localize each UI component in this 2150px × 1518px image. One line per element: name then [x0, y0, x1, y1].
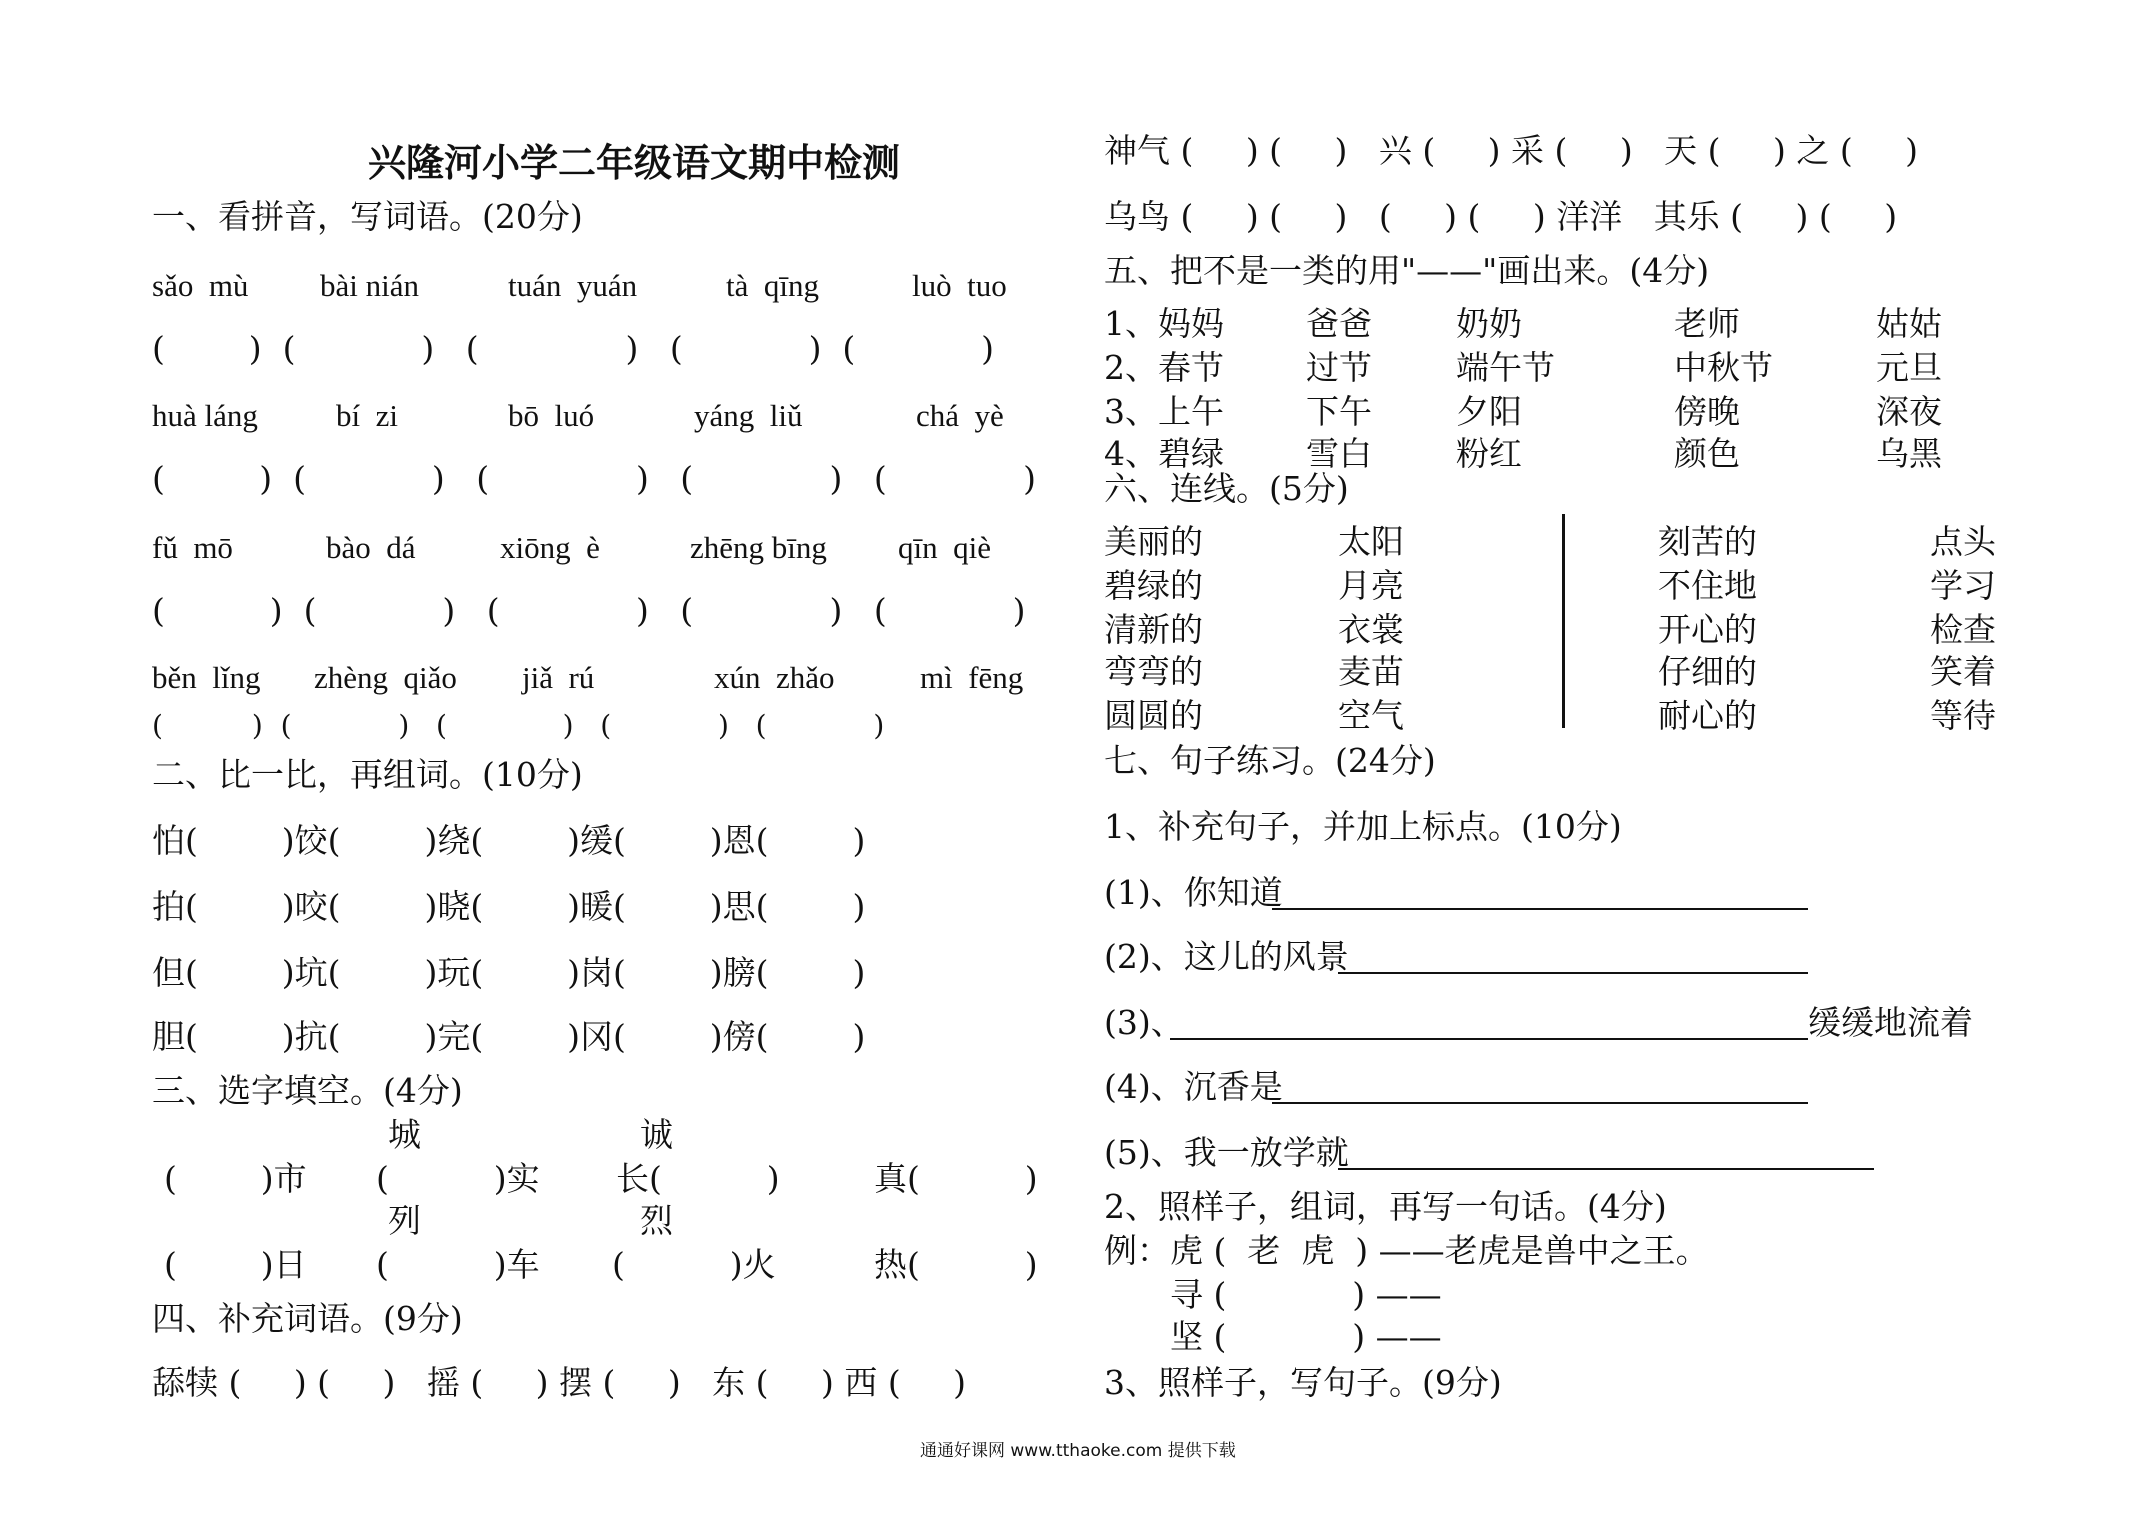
- pinyin: yáng liǔ: [694, 398, 803, 433]
- section-5-heading: 五、把不是一类的用"——"画出来。(4分): [1104, 251, 1710, 290]
- fill-blank[interactable]: ( )实: [376, 1159, 540, 1198]
- pinyin: bào dá: [326, 530, 416, 565]
- pinyin: bō luó: [508, 398, 595, 433]
- pinyin: luò tuo: [912, 268, 1007, 303]
- pinyin: tuán yuán: [508, 268, 638, 303]
- sentence-prompt: (3)、: [1104, 1003, 1184, 1042]
- section-1-heading: 一、看拼音，写词语。(20分): [152, 197, 583, 236]
- match-right-word[interactable]: 开心的: [1658, 610, 1757, 649]
- match-right-word[interactable]: 检查: [1930, 610, 1996, 649]
- word[interactable]: 粉红: [1456, 434, 1522, 473]
- fill-blank[interactable]: ( )日: [164, 1245, 307, 1284]
- pinyin: chá yè: [916, 398, 1004, 433]
- sentence-prompt: (1)、你知道: [1104, 873, 1283, 912]
- section-6-heading: 六、连线。(5分): [1104, 469, 1349, 508]
- compare-row[interactable]: 怕( )饺( )绕( )缓( )恩( ): [152, 821, 866, 860]
- pinyin: jiǎ rú: [522, 660, 595, 695]
- answer-blanks[interactable]: ( ) ( ) ( ) ( ) ( ): [152, 459, 1037, 498]
- section-7-heading: 七、句子练习。(24分): [1104, 741, 1436, 780]
- match-right-word[interactable]: 耐心的: [1658, 696, 1757, 735]
- sub-question: 1、补充句子，并加上标点。(10分): [1104, 807, 1622, 846]
- fill-blank[interactable]: 热( ): [874, 1245, 1038, 1284]
- match-left-word[interactable]: 清新的: [1104, 610, 1203, 649]
- pinyin: huà láng: [152, 398, 258, 433]
- idiom-line[interactable]: 神气 ( ) ( ) 兴 ( ) 采 ( ) 天 ( ) 之 ( ): [1104, 131, 1919, 170]
- word[interactable]: 姑姑: [1876, 304, 1942, 343]
- word[interactable]: 爸爸: [1306, 304, 1372, 343]
- sentence-prompt: (2)、这儿的风景: [1104, 937, 1349, 976]
- match-right-word[interactable]: 仔细的: [1658, 652, 1757, 691]
- pinyin: tà qīng: [726, 268, 819, 303]
- pinyin: xún zhǎo: [714, 660, 835, 695]
- choice-option: 诚: [640, 1115, 673, 1154]
- choice-option: 城: [388, 1115, 421, 1154]
- word[interactable]: 傍晚: [1674, 392, 1740, 431]
- fill-blank[interactable]: ( )火: [612, 1245, 776, 1284]
- match-right-word[interactable]: 笑着: [1930, 652, 1996, 691]
- pinyin: mì fēng: [920, 660, 1024, 695]
- pinyin: běn lǐng: [152, 660, 261, 695]
- match-left-word[interactable]: 碧绿的: [1104, 566, 1203, 605]
- match-left-word[interactable]: 空气: [1338, 696, 1404, 735]
- answer-line[interactable]: [1338, 1168, 1874, 1170]
- word[interactable]: 过节: [1306, 348, 1372, 387]
- match-left-word[interactable]: 太阳: [1338, 522, 1404, 561]
- fill-blank[interactable]: 真( ): [874, 1159, 1038, 1198]
- pinyin: fǔ mō: [152, 530, 233, 565]
- match-left-word[interactable]: 麦苗: [1338, 652, 1404, 691]
- match-right-word[interactable]: 刻苦的: [1658, 522, 1757, 561]
- section-4-heading: 四、补充词语。(9分): [152, 1299, 463, 1338]
- fill-blank[interactable]: 长( ): [616, 1159, 780, 1198]
- sentence-tail: 缓缓地流着: [1808, 1003, 1973, 1042]
- answer-line[interactable]: [1272, 1102, 1808, 1104]
- word[interactable]: 深夜: [1876, 392, 1942, 431]
- answer-line[interactable]: [1338, 972, 1808, 974]
- answer-blanks[interactable]: ( ) ( ) ( ) ( ) ( ): [152, 329, 995, 368]
- pinyin: sǎo mù: [152, 268, 249, 303]
- match-left-word[interactable]: 圆圆的: [1104, 696, 1203, 735]
- sentence-prompt: (4)、沉香是: [1104, 1067, 1283, 1106]
- idiom-line[interactable]: 乌鸟 ( ) ( ) ( ) ( ) 洋洋 其乐 ( ) ( ): [1104, 197, 1898, 236]
- match-left-word[interactable]: 弯弯的: [1104, 652, 1203, 691]
- word[interactable]: 端午节: [1456, 348, 1555, 387]
- choice-option: 烈: [640, 1201, 673, 1240]
- sub-question: 3、照样子，写句子。(9分): [1104, 1363, 1502, 1402]
- pinyin: bí zi: [336, 398, 398, 433]
- match-right-word[interactable]: 学习: [1930, 566, 1996, 605]
- footer-note: 通通好课网 www.tthaoke.com 提供下载: [920, 1441, 1236, 1461]
- example-sentence: 例：虎 ( 老 虎 ) ——老虎是兽中之王。: [1104, 1231, 1709, 1270]
- word[interactable]: 颜色: [1674, 434, 1740, 473]
- answer-line[interactable]: [1272, 908, 1808, 910]
- sentence-prompt: (5)、我一放学就: [1104, 1133, 1349, 1172]
- word[interactable]: 元旦: [1876, 348, 1942, 387]
- word[interactable]: 奶奶: [1456, 304, 1522, 343]
- compare-row[interactable]: 拍( )咬( )晓( )暖( )思( ): [152, 887, 866, 926]
- word[interactable]: 乌黑: [1876, 434, 1942, 473]
- divider-line: [1562, 514, 1565, 728]
- pinyin: bài nián: [320, 268, 419, 303]
- match-right-word[interactable]: 等待: [1930, 696, 1996, 735]
- answer-blanks[interactable]: ( ) ( ) ( ) ( ) ( ): [152, 709, 885, 742]
- match-right-word[interactable]: 不住地: [1658, 566, 1757, 605]
- fill-blank[interactable]: ( )车: [376, 1245, 540, 1284]
- word[interactable]: 3、上午: [1104, 392, 1224, 431]
- section-2-heading: 二、比一比，再组词。(10分): [152, 755, 583, 794]
- idiom-line[interactable]: 舔犊 ( ) ( ) 摇 ( ) 摆 ( ) 东 ( ) 西 ( ): [152, 1363, 967, 1402]
- answer-line[interactable]: [1170, 1038, 1808, 1040]
- page-title: 兴隆河小学二年级语文期中检测: [368, 140, 901, 185]
- word[interactable]: 2、春节: [1104, 348, 1224, 387]
- choice-option: 列: [388, 1201, 421, 1240]
- compare-row[interactable]: 但( )坑( )玩( )岗( )膀( ): [152, 953, 866, 992]
- word[interactable]: 下午: [1306, 392, 1372, 431]
- pinyin: zhèng qiǎo: [314, 660, 457, 695]
- word[interactable]: 中秋节: [1674, 348, 1773, 387]
- word[interactable]: 4、碧绿: [1104, 434, 1224, 473]
- match-left-word[interactable]: 月亮: [1338, 566, 1404, 605]
- fill-blank[interactable]: ( )市: [164, 1159, 307, 1198]
- match-right-word[interactable]: 点头: [1930, 522, 1996, 561]
- word[interactable]: 老师: [1674, 304, 1740, 343]
- compare-row[interactable]: 胆( )抗( )完( )冈( )傍( ): [152, 1017, 866, 1056]
- pinyin: zhēng bīng: [690, 530, 827, 565]
- word-exercise[interactable]: 寻 ( ) ——: [1170, 1275, 1442, 1314]
- answer-blanks[interactable]: ( ) ( ) ( ) ( ) ( ): [152, 591, 1026, 630]
- word[interactable]: 1、妈妈: [1104, 304, 1224, 343]
- section-3-heading: 三、选字填空。(4分): [152, 1071, 463, 1110]
- pinyin: xiōng è: [500, 530, 600, 565]
- match-left-word[interactable]: 衣裳: [1338, 610, 1404, 649]
- pinyin: qīn qiè: [898, 530, 991, 565]
- match-left-word[interactable]: 美丽的: [1104, 522, 1203, 561]
- word[interactable]: 夕阳: [1456, 392, 1522, 431]
- sub-question: 2、照样子，组词，再写一句话。(4分): [1104, 1187, 1667, 1226]
- word[interactable]: 雪白: [1306, 434, 1372, 473]
- word-exercise[interactable]: 坚 ( ) ——: [1170, 1317, 1442, 1356]
